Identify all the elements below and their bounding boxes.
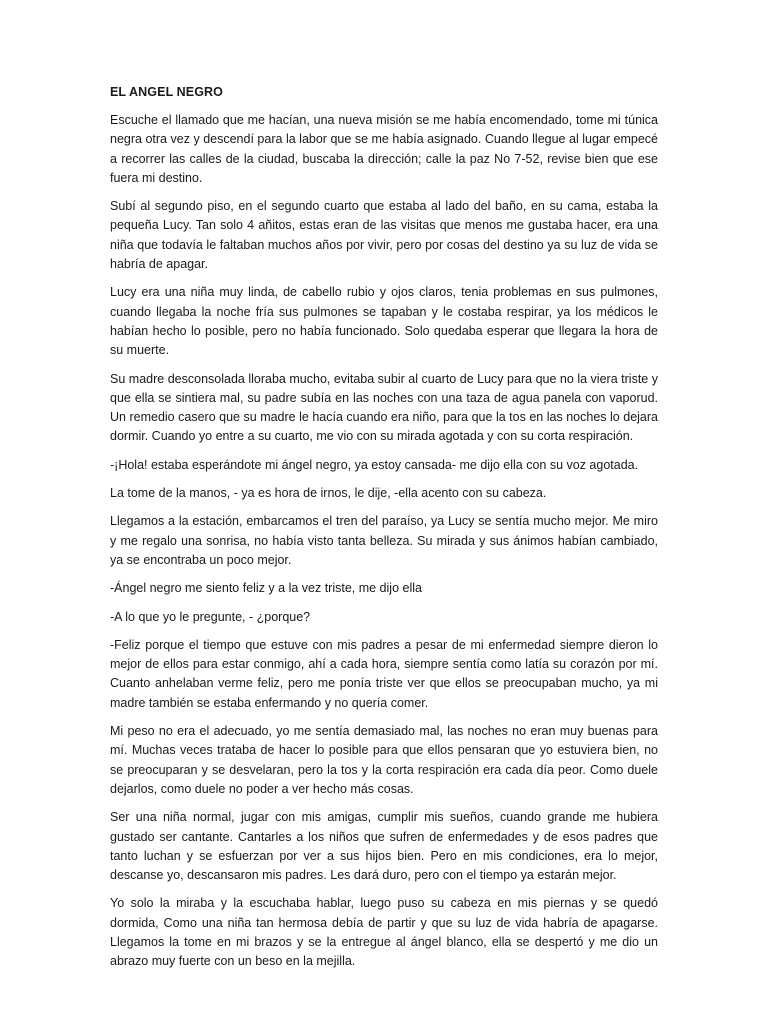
paragraph: Subí al segundo piso, en el segundo cuarto que estaba al lado del baño, en su cama, estaba la pequeña Lucy. Tan solo 4 añitos, estas eran de las visitas que menos me gustaba hacer, era una niña que todavía le faltaban muchos años por vivir, pero por cosas del destino ya su luz de vida se habría de apagar. bbox=[110, 199, 658, 272]
paragraph: -A lo que yo le pregunte, - ¿porque? bbox=[110, 609, 311, 624]
document-title: EL ANGEL NEGRO bbox=[110, 85, 223, 99]
paragraph: -Ángel negro me siento feliz y a la vez triste, me dijo ella bbox=[110, 581, 422, 596]
document-body bbox=[110, 82, 658, 981]
paragraph: Ser una niña normal, jugar con mis amigas, cumplir mis sueños, cuando grande me hubiera gustado ser cantante. Cantarles a los niños que sufren de enfermedades y de esos padres que tanto luchan y se esfuerzan por ver a sus hijos bien. Pero en mis condiciones, era lo mejor, descanse yo, descansaron mis padres. Les dará duro, pero con el tiempo ya estarán mejor. bbox=[110, 810, 658, 883]
paragraph: Lucy era una niña muy linda, de cabello rubio y ojos claros, tenia problemas en sus pulmones, cuando llegaba la noche fría sus pulmones se tapaban y le costaba respirar, ya los médicos le habían hecho lo posible, pero no había funcionado. Solo quedaba esperar que llegara la hora de su muerte. bbox=[110, 285, 658, 358]
paragraph: Escuche el llamado que me hacían, una nueva misión se me había encomendado, tome mi túnica negra otra vez y descendí para la labor que se me había asignado. Cuando llegue al lugar empecé a recorrer las calles de la ciudad, buscaba la dirección; calle la paz No 7-52, revise bien que ese fuera mi destino. bbox=[110, 113, 658, 185]
paragraph: Yo solo la miraba y la escuchaba hablar, luego puso su cabeza en mis piernas y se quedó dormida, Como una niña tan hermosa debía de partir y que su luz de vida habría de apagarse. Llegamos la tome en mi brazos y se la entregue al ángel blanco, ella se despertó y me dio un abrazo muy fuerte con un beso en la mejilla. bbox=[110, 896, 658, 969]
paragraph: Su madre desconsolada lloraba mucho, evitaba subir al cuarto de Lucy para que no la viera triste y que ella se sintiera mal, su padre subía en las noches con una taza de agua panela con vaporud. Un remedio casero que su madre le hacía cuando era niño, para que la tos en las noches lo dejara dormir. Cuando yo entre a su cuarto, me vio con su mirada agotada y con su corta respiración. bbox=[110, 371, 658, 444]
paragraph: -Feliz porque el tiempo que estuve con mis padres a pesar de mi enfermedad siempre dieron lo mejor de ellos para estar conmigo, ahí a cada hora, siempre sentía como latía su corazón por mí. Cuanto anhelaban verme feliz, pero me ponía triste ver que ellos se preocupaban mucho, ya mi madre también se estaba enfermando y no quería comer. bbox=[110, 637, 658, 710]
paragraph: Llegamos a la estación, embarcamos el tren del paraíso, ya Lucy se sentía mucho mejor. Me miro y me regalo una sonrisa, no había visto tanta belleza. Su mirada y sus ánimos habían cambiado, ya se encontraba un poco mejor. bbox=[110, 514, 658, 567]
paragraph: -¡Hola! estaba esperándote mi ángel negro, ya estoy cansada- me dijo ella con su voz agotada. bbox=[110, 457, 639, 472]
paragraph: La tome de la manos, - ya es hora de irnos, le dije, -ella acento con su cabeza. bbox=[110, 486, 547, 501]
paragraph: Mi peso no era el adecuado, yo me sentía demasiado mal, las noches no eran muy buenas para mí. Muchas veces trataba de hacer lo posible para que ellos pensaran que yo estuviera bien, no se preocuparan y se desvelaran, pero la tos y la corta respiración era cada día peor. Como duele dejarlos, como duele no poder a ver hecho más cosas. bbox=[110, 724, 658, 796]
